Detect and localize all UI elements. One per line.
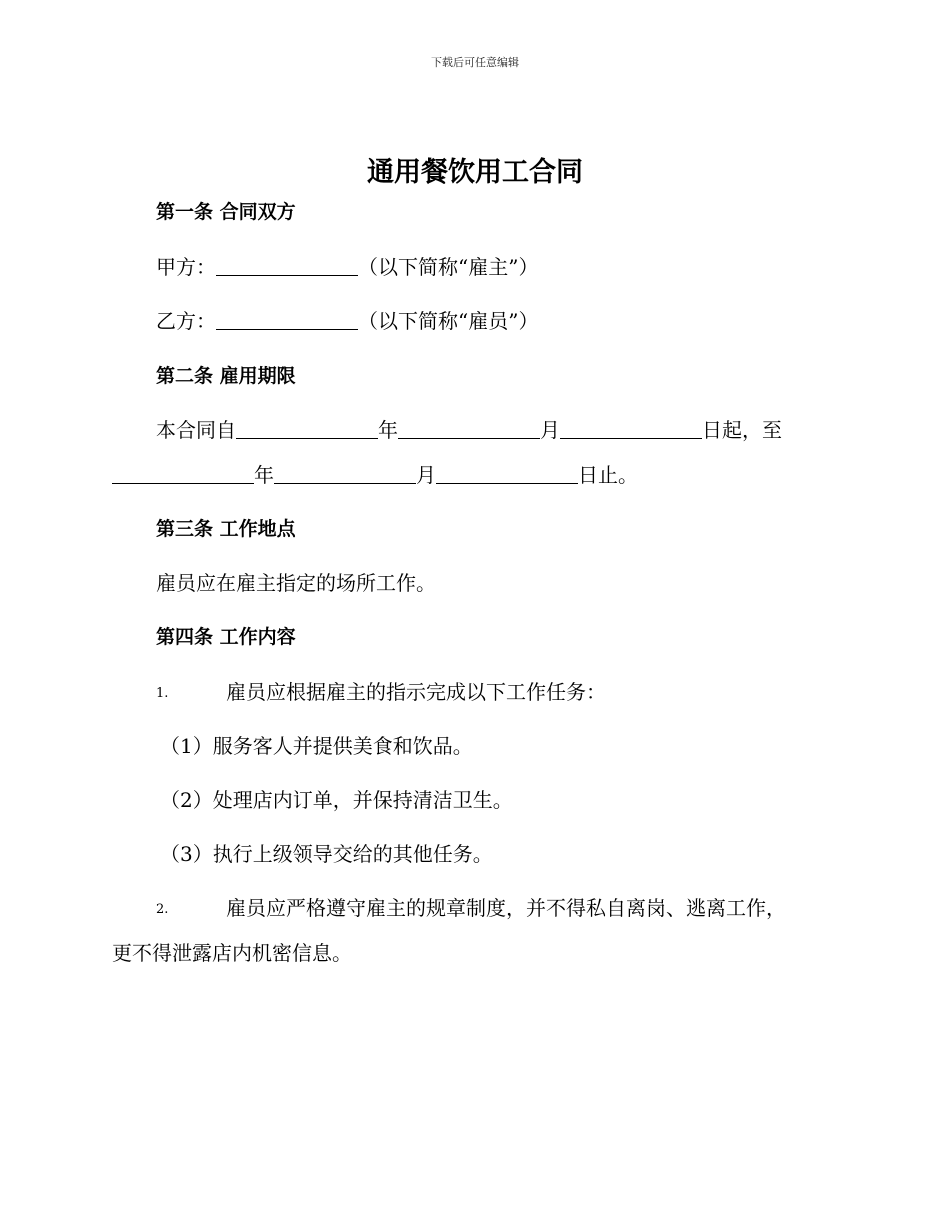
start-day-blank [560, 418, 702, 439]
start-year-label: 年 [378, 418, 398, 442]
article-2-heading: 第二条 雇用期限 [156, 365, 296, 387]
duty-item-2 [156, 894, 786, 924]
duty-sub-1: （1）服务客人并提供美食和饮品。 [160, 734, 473, 758]
party-b-line [156, 307, 538, 335]
party-a-line [156, 253, 538, 281]
start-month-blank [398, 418, 540, 439]
end-day-blank [436, 463, 578, 484]
end-month-label: 月 [416, 463, 436, 487]
article-4-heading: 第四条 工作内容 [156, 626, 296, 648]
start-month-label: 月 [540, 418, 560, 442]
term-end-line [112, 461, 638, 489]
end-month-blank [274, 463, 416, 484]
party-a-suffix: （以下简称“雇主”） [358, 255, 539, 279]
item-2-text: 雇员应严格遵守雇主的规章制度，并不得私自离岗、逃离工作， [226, 896, 786, 920]
article-3-heading: 第三条 工作地点 [156, 518, 296, 540]
party-a-label: 甲方： [156, 255, 216, 279]
term-from-text: 本合同自 [156, 418, 236, 442]
term-start-line [156, 416, 782, 444]
duty-item-1 [156, 678, 606, 708]
duty-sub-3: （3）执行上级领导交给的其他任务。 [160, 842, 493, 866]
workplace-text: 雇员应在雇主指定的场所工作。 [156, 571, 436, 595]
start-year-blank [236, 418, 378, 439]
party-b-blank [216, 309, 358, 330]
end-day-label: 日止。 [578, 463, 638, 487]
document-title: 通用餐饮用工合同 [367, 157, 583, 188]
item-1-number: 1. [156, 686, 169, 701]
party-a-blank [216, 255, 358, 276]
party-b-suffix: （以下简称“雇员”） [358, 309, 539, 333]
end-year-label: 年 [254, 463, 274, 487]
header-note: 下载后可任意编辑 [431, 56, 519, 69]
item-2-number: 2. [156, 902, 169, 917]
end-year-blank [112, 463, 254, 484]
duty-sub-2: （2）处理店内订单，并保持清洁卫生。 [160, 788, 513, 812]
start-day-label: 日起，至 [702, 418, 782, 442]
duty-item-2-continued: 更不得泄露店内机密信息。 [112, 941, 352, 965]
article-1-heading: 第一条 合同双方 [156, 201, 296, 223]
item-1-text: 雇员应根据雇主的指示完成以下工作任务： [226, 680, 606, 704]
party-b-label: 乙方： [156, 309, 216, 333]
